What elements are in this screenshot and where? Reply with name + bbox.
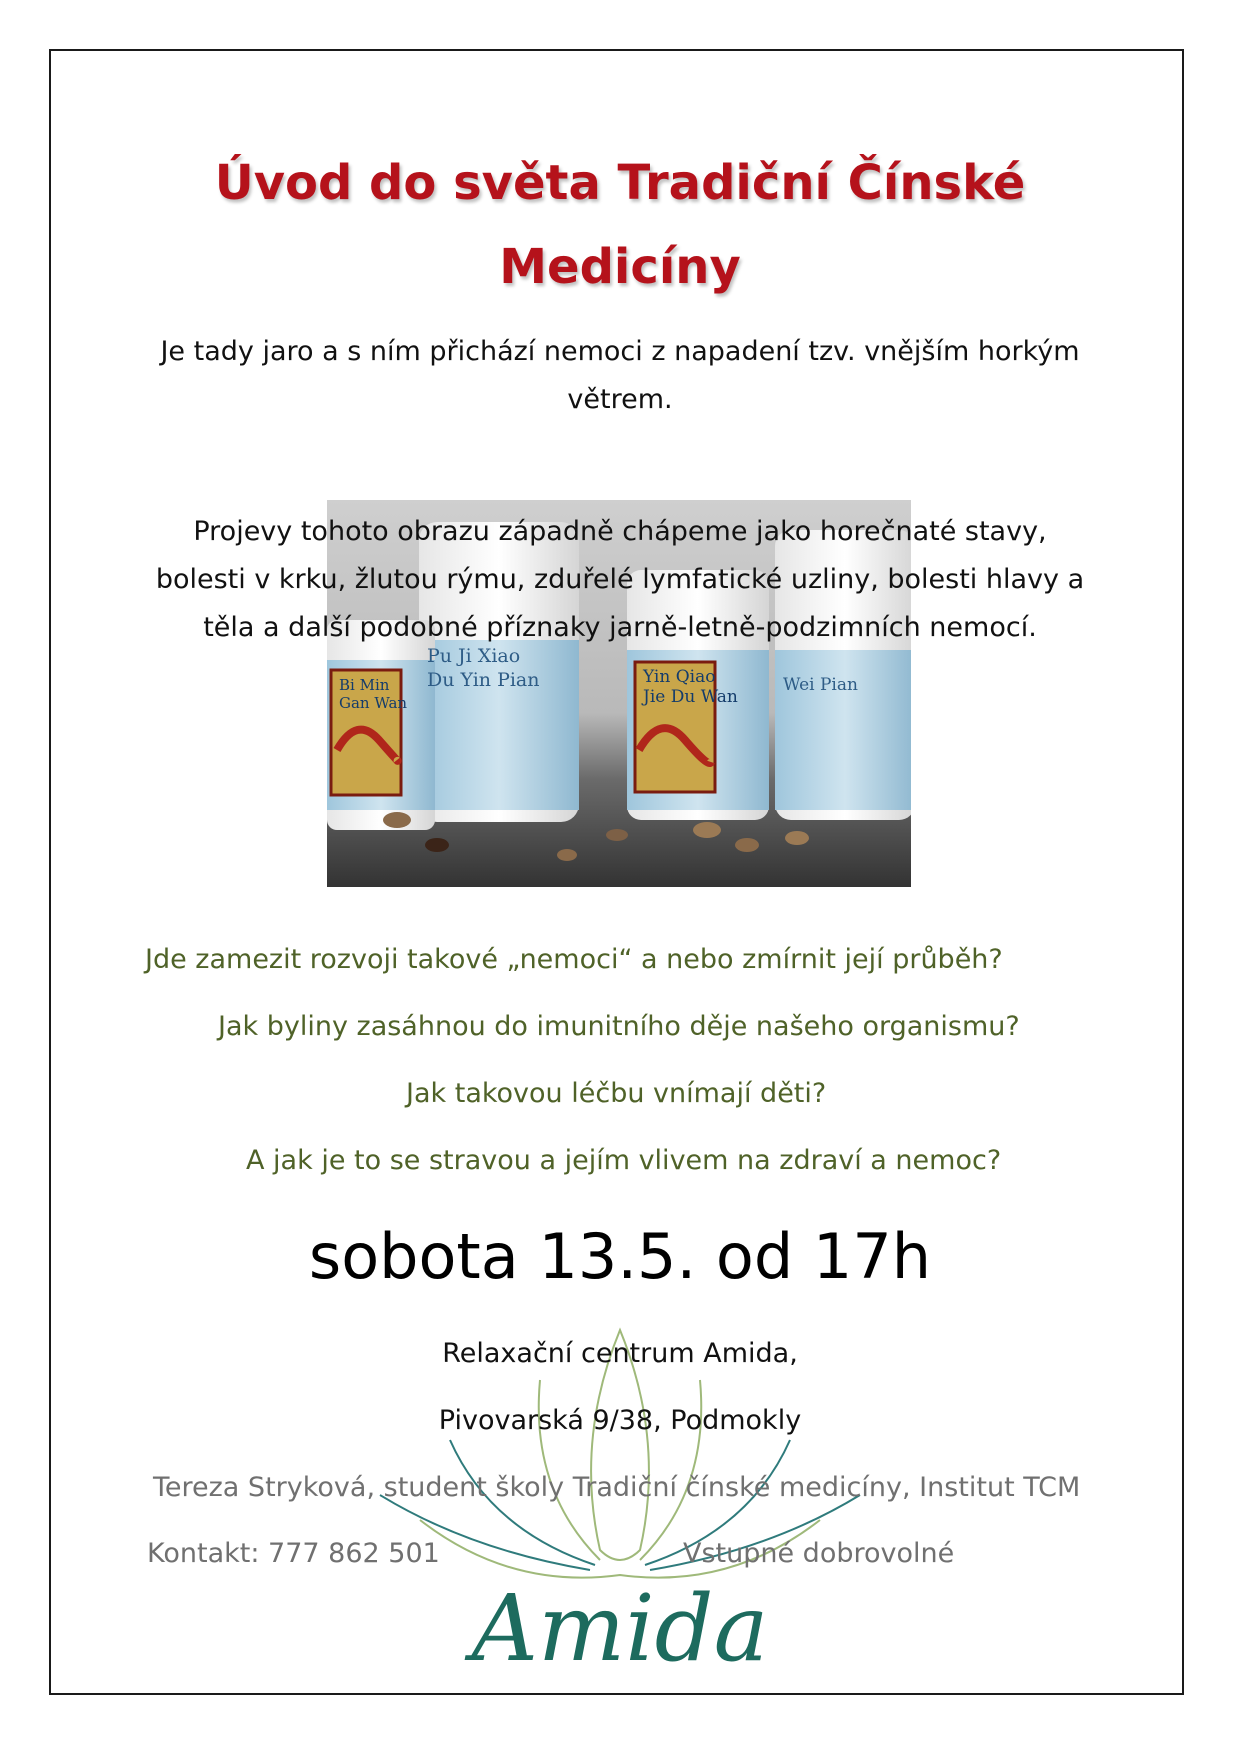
bottle2-label-line1: Pu Ji Xiao — [427, 645, 521, 667]
bottle3-label-line1: Yin Qiao — [643, 667, 716, 687]
intro-line-2: větrem. — [567, 384, 673, 415]
venue-address: Pivovarská 9/38, Podmokly — [438, 1405, 802, 1436]
title-line-2: Medicíny — [499, 239, 741, 295]
bottle1-label-line2: Gan Wan — [339, 694, 408, 712]
bottle4-label-line2: Wei Pian — [783, 675, 858, 695]
lecturer-info: Tereza Stryková, student školy Tradiční čínské medicíny, Institut TCM — [153, 1472, 1081, 1503]
entry-fee: Vstupné dobrovolné — [683, 1538, 955, 1569]
question-4: A jak je to se stravou a jejím vlivem na zdraví a nemoc? — [246, 1145, 1002, 1176]
contact-phone: Kontakt: 777 862 501 — [147, 1538, 440, 1569]
event-date: sobota 13.5. od 17h — [308, 1220, 932, 1293]
logo-wordmark: Amida — [471, 1575, 769, 1680]
bottle3-label-line2: Jie Du Wan — [643, 687, 738, 707]
bottle2-label-line2: Du Yin Pian — [427, 669, 540, 691]
question-2: Jak byliny zasáhnou do imunitního děje našeho organismu? — [218, 1011, 1020, 1042]
title-line-1: Úvod do světa Tradiční Čínské — [214, 155, 1026, 211]
symptoms-line-3: těla a další podobné příznaky jarně-letně-podzimních nemocí. — [203, 612, 1037, 643]
question-3: Jak takovou léčbu vnímají děti? — [406, 1078, 827, 1109]
question-1: Jde zamezit rozvoji takové „nemoci“ a nebo zmírnit její průběh? — [145, 944, 1003, 975]
bottle1-label-line1: Bi Min — [339, 676, 390, 694]
venue-name: Relaxační centrum Amida, — [442, 1338, 798, 1369]
intro-line-1: Je tady jaro a s ním přichází nemoci z napadení tzv. vnějším horkým — [160, 336, 1080, 367]
symptoms-line-2: bolesti v krku, žlutou rýmu, zduřelé lymfatické uzliny, bolesti hlavy a — [155, 564, 1085, 595]
symptoms-line-1: Projevy tohoto obrazu západně chápeme jako horečnaté stavy, — [193, 516, 1047, 547]
